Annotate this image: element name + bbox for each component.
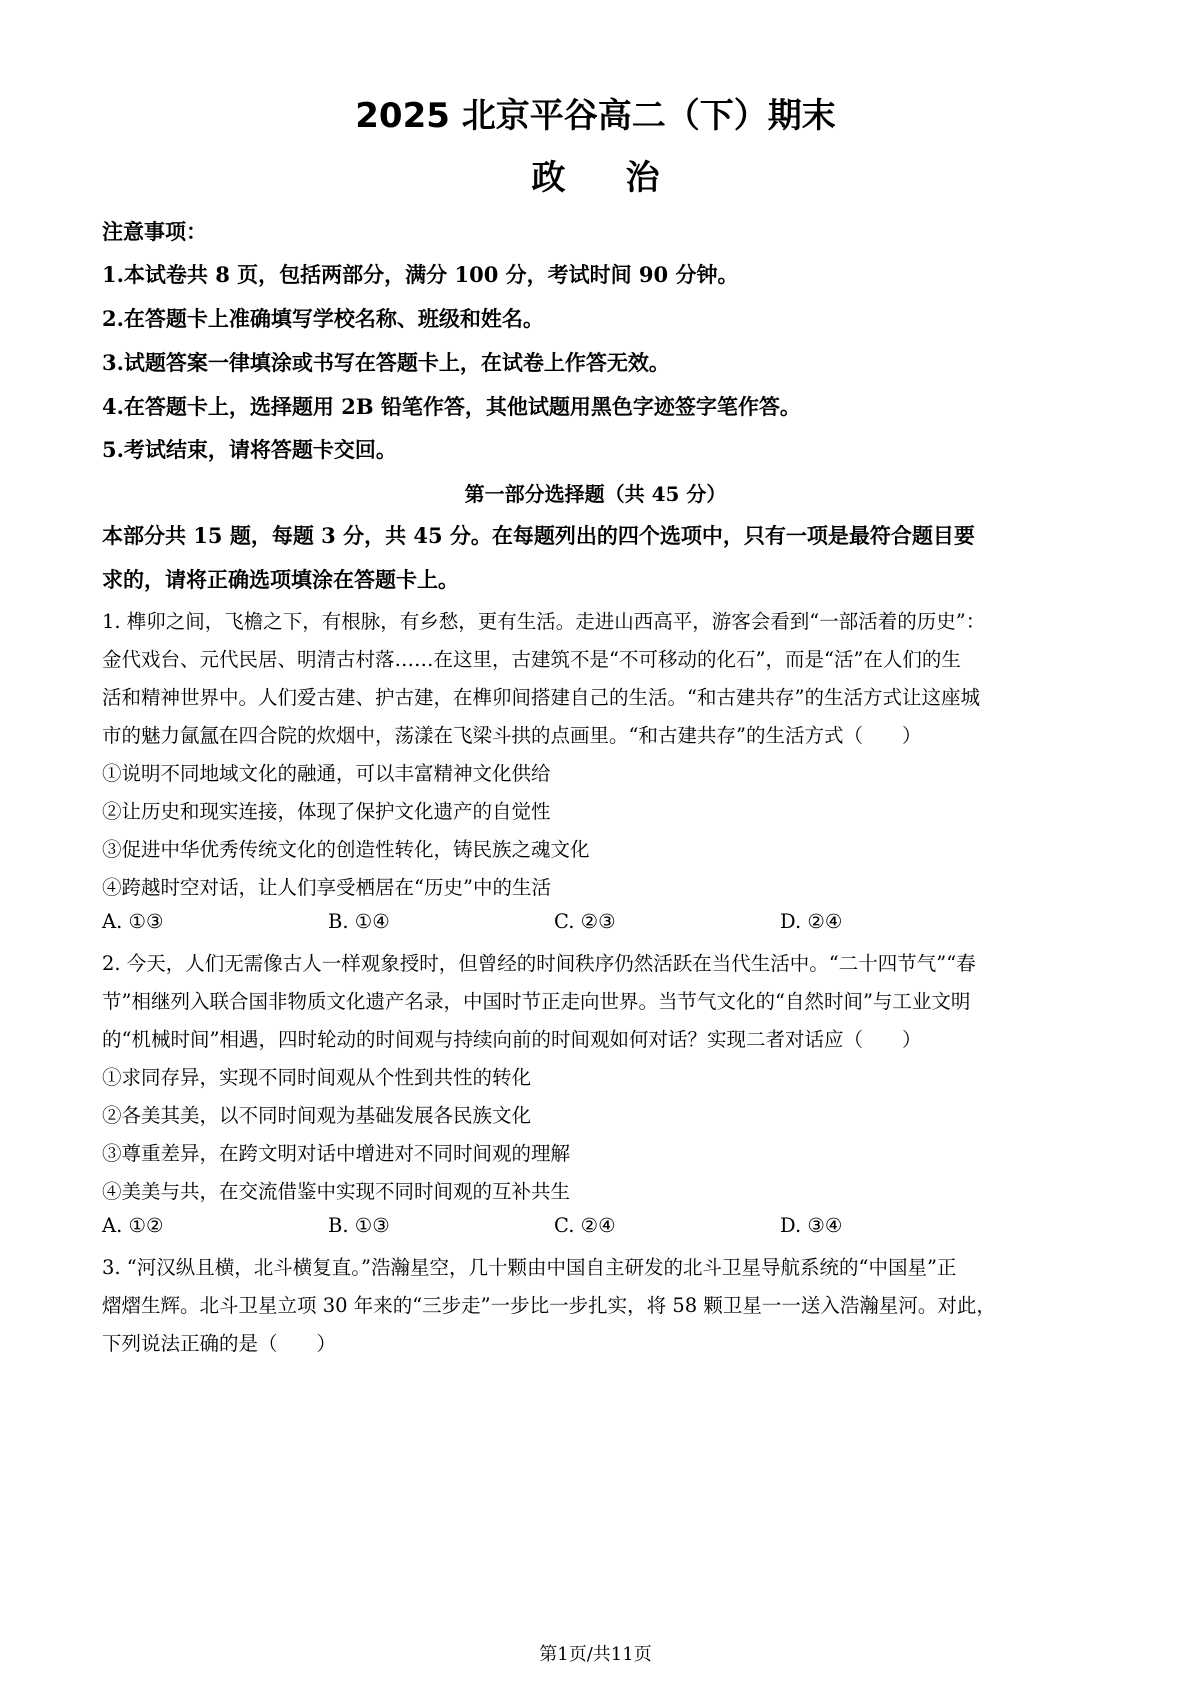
question-2-statement: ②各美其美，以不同时间观为基础发展各民族文化 <box>102 1104 532 1127</box>
question-2-option-c[interactable]: C. ②④ <box>554 1214 616 1237</box>
question-1-option-a[interactable]: A. ①③ <box>102 910 164 933</box>
question-2-stem: 的“机械时间”相遇，四时轮动的时间观与持续向前的时间观如何对话？实现二者对话应（ ） <box>102 1028 922 1051</box>
question-2-stem: 节”相继列入联合国非物质文化遗产名录，中国时节正走向世界。当节气文化的“自然时间”与工业文明 <box>102 990 971 1013</box>
section-instructions: 本部分共 15 题，每题 3 分，共 45 分。在每题列出的四个选项中，只有一项是最符合题目要 <box>102 523 975 548</box>
question-1-statement: ②让历史和现实连接，体现了保护文化遗产的自觉性 <box>102 800 551 823</box>
question-2-option-a[interactable]: A. ①② <box>102 1214 164 1237</box>
question-1-stem: 金代戏台、元代民居、明清古村落……在这里，古建筑不是“不可移动的化石”，而是“活”在人们的生 <box>102 648 961 671</box>
question-1-stem: 市的魅力氤氲在四合院的炊烟中，荡漾在飞梁斗拱的点画里。“和古建共存”的生活方式（ ） <box>102 724 922 747</box>
question-2-stem: 2. 今天，人们无需像古人一样观象授时，但曾经的时间秩序仍然活跃在当代生活中。“二十四节气”“春 <box>102 952 976 975</box>
note-item: 4.在答题卡上，选择题用 2B 铅笔作答，其他试题用黑色字迹签字笔作答。 <box>102 394 801 419</box>
question-1-statement: ①说明不同地域文化的融通，可以丰富精神文化供给 <box>102 762 551 785</box>
question-2-statement: ③尊重差异，在跨文明对话中增进对不同时间观的理解 <box>102 1142 571 1165</box>
notes-heading: 注意事项： <box>102 219 207 244</box>
question-1-stem: 1. 榫卯之间，飞檐之下，有根脉，有乡愁，更有生活。走进山西高平，游客会看到“一部活着的历史”： <box>102 610 986 633</box>
question-2-statement: ①求同存异，实现不同时间观从个性到共性的转化 <box>102 1066 532 1089</box>
question-1-statement: ③促进中华优秀传统文化的创造性转化，铸民族之魂文化 <box>102 838 590 861</box>
section-instructions: 求的，请将正确选项填涂在答题卡上。 <box>102 567 459 592</box>
note-item: 5.考试结束，请将答题卡交回。 <box>102 437 397 462</box>
question-1-option-c[interactable]: C. ②③ <box>554 910 616 933</box>
question-1-option-d[interactable]: D. ②④ <box>780 910 843 933</box>
subject-title: 政治 <box>531 158 720 198</box>
question-1-option-b[interactable]: B. ①④ <box>328 910 390 933</box>
question-1-stem: 活和精神世界中。人们爱古建、护古建，在榫卯间搭建自己的生活。“和古建共存”的生活方式让这座城 <box>102 686 980 709</box>
question-3-stem: 熠熠生辉。北斗卫星立项 30 年来的“三步走”一步比一步扎实，将 58 颗卫星一一送入浩瀚星河。对此， <box>102 1294 996 1317</box>
page-title: 2025 北京平谷高二（下）期末 <box>355 96 836 136</box>
question-2-statement: ④美美与共，在交流借鉴中实现不同时间观的互补共生 <box>102 1180 571 1203</box>
question-1-statement: ④跨越时空对话，让人们享受栖居在“历史”中的生活 <box>102 876 551 899</box>
note-item: 2.在答题卡上准确填写学校名称、班级和姓名。 <box>102 306 544 331</box>
note-item: 1.本试卷共 8 页，包括两部分，满分 100 分，考试时间 90 分钟。 <box>102 262 739 287</box>
question-2-option-d[interactable]: D. ③④ <box>780 1214 843 1237</box>
note-item: 3.试题答案一律填涂或书写在答题卡上，在试卷上作答无效。 <box>102 350 670 375</box>
page-indicator: 第1页/共11页 <box>539 1644 652 1665</box>
question-2-option-b[interactable]: B. ①③ <box>328 1214 390 1237</box>
section-title: 第一部分选择题（共 45 分） <box>464 482 727 506</box>
question-3-stem: 下列说法正确的是（ ） <box>102 1332 337 1355</box>
question-3-stem: 3. “河汉纵且横，北斗横复直。”浩瀚星空，几十颗由中国自主研发的北斗卫星导航系统的“中国星”正 <box>102 1256 957 1279</box>
